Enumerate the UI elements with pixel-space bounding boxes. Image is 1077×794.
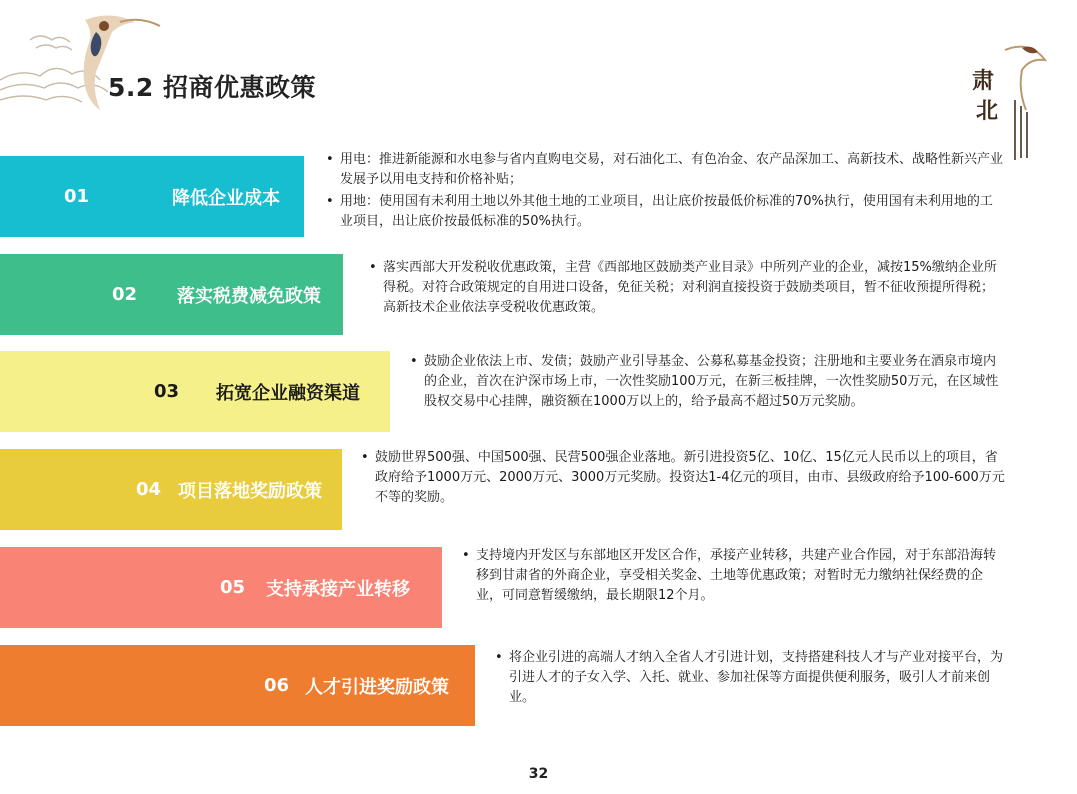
policy-description-2: [367, 258, 1005, 318]
policy-description-6: [493, 648, 1005, 708]
policy-label-4: 项目落地奖励政策: [178, 480, 322, 502]
policy-band-3: [0, 351, 390, 432]
policy-band-1: [0, 156, 304, 237]
policy-description-4: [359, 448, 1005, 508]
svg-text:肃: 肃: [972, 68, 995, 94]
policy-bullet: • 鼓励世界500强、中国500强、民营500强企业落地。新引进投资5亿、10亿、15亿元人民币以上的项目，省政府给予1000万元、2000万元、3000万元奖励。投资达1-4亿元的项目，由市、县级政府给予100-600万元不等的奖励。: [359, 448, 1005, 508]
page-number: 32: [528, 766, 549, 782]
policy-description-1: [324, 150, 1004, 232]
page-title: 5.2 招商优惠政策: [108, 73, 316, 102]
policy-band-4: [0, 449, 342, 530]
policy-number-3: 03: [154, 381, 180, 402]
policy-bullet: • 落实西部大开发税收优惠政策，主营《西部地区鼓励类产业目录》中所列产业的企业，减按15%缴纳企业所得税。对符合政策规定的自用进口设备，免征关税；对利润直接投资于鼓励类项目，暂不征收预提所得税；高新技术企业依法享受税收优惠政策。: [367, 258, 1005, 318]
policy-label-6: 人才引进奖励政策: [305, 676, 449, 698]
policy-number-4: 04: [136, 479, 162, 500]
policy-bullet: • 用电：推进新能源和水电参与省内直购电交易，对石油化工、有色冶金、农产品深加工、高新技术、战略性新兴产业发展予以用电支持和价格补贴；: [324, 150, 1004, 190]
policy-bullet: • 将企业引进的高端人才纳入全省人才引进计划，支持搭建科技人才与产业对接平台，为引进人才的子女入学、入托、就业、参加社保等方面提供便利服务，吸引人才前来创业。: [493, 648, 1005, 708]
policy-number-5: 05: [220, 577, 246, 598]
policy-label-3: 拓宽企业融资渠道: [216, 382, 360, 404]
svg-text:北: 北: [976, 98, 999, 124]
policy-bullet: • 支持境内开发区与东部地区开发区合作，承接产业转移，共建产业合作园，对于东部沿海转移到甘肃省的外商企业，享受相关奖金、土地等优惠政策；对暂时无力缴纳社保经费的企业，可同意暂缓缴纳，最长期限12个月。: [460, 546, 1005, 606]
policy-description-3: [408, 352, 1006, 412]
policy-number-6: 06: [264, 675, 290, 696]
policy-number-1: 01: [64, 186, 90, 207]
policy-label-1: 降低企业成本: [172, 187, 280, 209]
policy-label-5: 支持承接产业转移: [266, 578, 410, 600]
policy-bullet: • 用地：使用国有未利用土地以外其他土地的工业项目，出让底价按最低价标准的70%执行，使用国有未利用地的工业项目，出让底价按最低标准的50%执行。: [324, 192, 1004, 232]
policy-label-2: 落实税费减免政策: [177, 285, 321, 307]
policy-number-2: 02: [112, 284, 138, 305]
policy-band-6: [0, 645, 475, 726]
policy-band-5: [0, 547, 442, 628]
policy-description-5: [460, 546, 1005, 606]
policy-bullet: • 鼓励企业依法上市、发债；鼓励产业引导基金、公募私募基金投资；注册地和主要业务在酒泉市境内的企业，首次在沪深市场上市，一次性奖励100万元，在新三板挂牌，一次性奖励50万元，在区域性股权交易中心挂牌，融资额在1000万以上的，给予最高不超过50万元奖励。: [408, 352, 1006, 412]
policy-band-2: [0, 254, 343, 335]
